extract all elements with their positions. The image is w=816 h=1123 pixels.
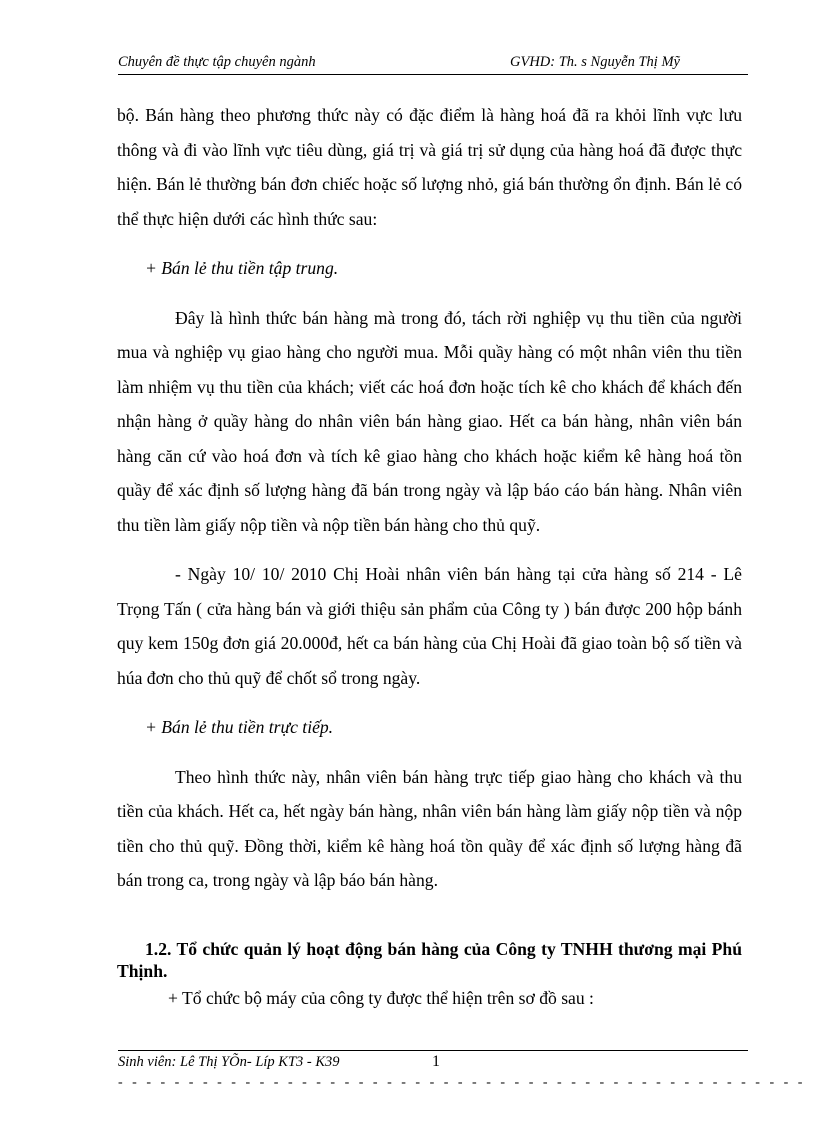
subheading-direct-collection: + Bán lẻ thu tiền trực tiếp. — [145, 717, 334, 737]
footer-student-text: Sinh viên: Lê Thị YÕn- Líp KT3 - K39 — [118, 1054, 340, 1070]
paragraph-retail-intro: bộ. Bán hàng theo phương thức này có đặc điểm là hàng hoá đã ra khỏi lĩnh vực lưu thông và đi vào lĩnh vực tiêu dùng, giá trị và giá trị sử dụng của hàng hoá đã được thực hiện. Bán lẻ thường bán đơn chiếc hoặc số lượng nhỏ, giá bán thường ổn định. Bán lẻ có thể thực hiện dưới các hình thức sau: — [117, 105, 742, 229]
document-body — [117, 98, 742, 898]
footer-divider — [118, 1050, 748, 1051]
footer-dashed-line: - - - - - - - - - - - - - - - - - - - - - - - - - - - - - - - - - - - - - - - - - - - - - - - - - — [118, 1075, 806, 1090]
page-header — [118, 52, 748, 75]
section-heading: 1.2. Tổ chức quản lý hoạt động bán hàng của Công ty TNHH thương mại Phú Thịnh. — [117, 939, 742, 981]
page-number: 1 — [432, 1053, 440, 1070]
subheading-centralized-collection: + Bán lẻ thu tiền tập trung. — [145, 258, 339, 278]
header-left-text: Chuyên đề thực tập chuyên ngành — [118, 54, 316, 70]
paragraph-direct-collection: Theo hình thức này, nhân viên bán hàng trực tiếp giao hàng cho khách và thu tiền của khách. Hết ca, hết ngày bán hàng, nhân viên bán hàng làm giấy nộp tiền và nộp tiền cho thủ quỹ. Đồng thời, kiểm kê hàng hoá tồn quầy để xác định số lượng hàng đã bán trong ca, trong ngày và lập báo bán hàng. — [117, 766, 742, 890]
paragraph-centralized-collection: Đây là hình thức bán hàng mà trong đó, tách rời nghiệp vụ thu tiền của người mua và nghiệp vụ giao hàng cho người mua. Mỗi quầy hàng có một nhân viên thu tiền làm nhiệm vụ thu tiền của khách; viết các hoá đơn hoặc tích kê cho khách để khách đến nhận hàng ở quầy hàng do nhân viên bán hàng giao. Hết ca bán hàng, nhân viên bán hàng căn cứ vào hoá đơn và tích kê giao hàng cho khách hoặc kiểm kê hàng hoá tồn quầy để xác định số lượng hàng đã bán trong ngày và lập báo cáo bán hàng. Nhân viên thu tiền làm giấy nộp tiền và nộp tiền bán hàng cho thủ quỹ. — [117, 307, 742, 535]
section-intro-line: + Tổ chức bộ máy của công ty được thể hiện trên sơ đồ sau : — [168, 988, 594, 1008]
header-right-text: GVHD: Th. s Nguyễn Thị Mỹ — [510, 54, 680, 70]
paragraph-example: - Ngày 10/ 10/ 2010 Chị Hoài nhân viên bán hàng tại cửa hàng số 214 - Lê Trọng Tấn ( cửa hàng bán và giới thiệu sản phẩm của Công ty ) bán được 200 hộp bánh quy kem 150g đơn giá 20.000đ, hết ca bán hàng của Chị Hoài đã giao toàn bộ số tiền và húa đơn cho thủ quỹ để chốt sổ trong ngày. — [117, 564, 742, 688]
